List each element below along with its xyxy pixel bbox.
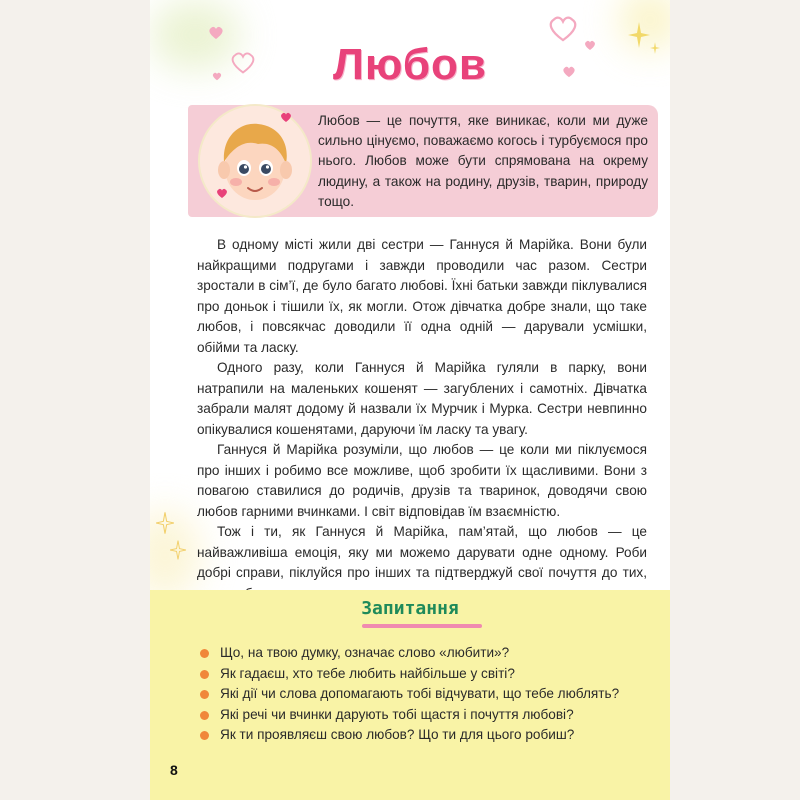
question-text: Як гадаєш, хто тебе любить найбільше у світі? bbox=[220, 665, 515, 681]
question-text: Які дії чи слова допомагають тобі відчувати, що тебе люблять? bbox=[220, 686, 620, 701]
heart-icon bbox=[216, 188, 228, 199]
question-item bbox=[200, 705, 660, 726]
sparkle-icon bbox=[156, 512, 174, 534]
heading-underline bbox=[362, 624, 482, 628]
sparkle-icon bbox=[170, 540, 186, 560]
child-avatar bbox=[198, 104, 312, 218]
book-page bbox=[150, 0, 670, 800]
bullet-icon bbox=[200, 649, 209, 658]
definition-text: Любов — це почуття, яке виникає, коли ми дуже сильно цінуємо, поважаємо когось і турбуємося про нього. Любов може бути спрямована на окрему людину, а також на родину, друзів, тварин, природу тощо. bbox=[318, 113, 648, 209]
page-number: 8 bbox=[170, 762, 178, 778]
question-text: Як ти проявляєш свою любов? Що ти для цього робиш? bbox=[220, 727, 575, 742]
questions-section bbox=[150, 590, 670, 800]
question-text: Що, на твою думку, означає слово «любити»? bbox=[220, 645, 510, 660]
story-paragraph: Ганнуся й Марійка розуміли, що любов — це коли ми піклуємося про інших і робимо все можливе, щоб зробити їх щасливими. Вони з повагою ставилися до родичів, друзів та тваринок, доводячи свою любов гарними вчинками. І світ відповідав їм взаємністю. bbox=[197, 442, 647, 519]
heart-outline-icon bbox=[548, 16, 578, 42]
child-face-icon bbox=[200, 106, 310, 216]
question-item bbox=[200, 684, 660, 705]
story-paragraph: В одному місті жили дві сестри — Ганнуся й Марійка. Вони були найкращими подругами і завжди проводили час разом. Сестри зростали в сім’ї, де було багато любові. Їхні батьки завжди піклувалися про доньок і тішили їх, як могли. Отож дівчатка добре знали, що таке любов, і повсякчас доводили її одна одній — дарували усмішки, обійми та ласку. bbox=[197, 237, 647, 355]
page-title: Любов bbox=[333, 40, 487, 89]
story-text bbox=[197, 235, 647, 604]
bullet-icon bbox=[200, 690, 209, 699]
question-item bbox=[200, 664, 660, 685]
question-item bbox=[200, 725, 660, 746]
heart-icon bbox=[208, 26, 224, 40]
question-text: Які речі чи вчинки дарують тобі щастя і почуття любові? bbox=[220, 706, 574, 722]
bullet-icon bbox=[200, 711, 209, 720]
story-paragraph: Одного разу, коли Ганнуся й Марійка гуляли в парку, вони натрапили на маленьких кошенят — загублених і самотніх. Дівчатка забрали малят додому й назвали їх Мурчик і Мурка. Сестри невпинно опікувалися кошенятами, даруючи їм ласку та увагу. bbox=[197, 360, 647, 437]
question-item bbox=[200, 643, 660, 664]
heart-icon bbox=[280, 112, 292, 123]
questions-list bbox=[200, 643, 660, 746]
story-paragraph: Тож і ти, як Ганнуся й Марійка, пам’ятай, що любов — це найважливіша емоція, яку ми можемо дарувати одне одному. Роби добрі справи, піклуйся про інших та підтверджуй свої почуття до тих, bbox=[197, 524, 647, 580]
bullet-icon bbox=[200, 731, 209, 740]
bullet-icon bbox=[200, 670, 209, 679]
questions-heading: Запитання bbox=[361, 598, 459, 619]
